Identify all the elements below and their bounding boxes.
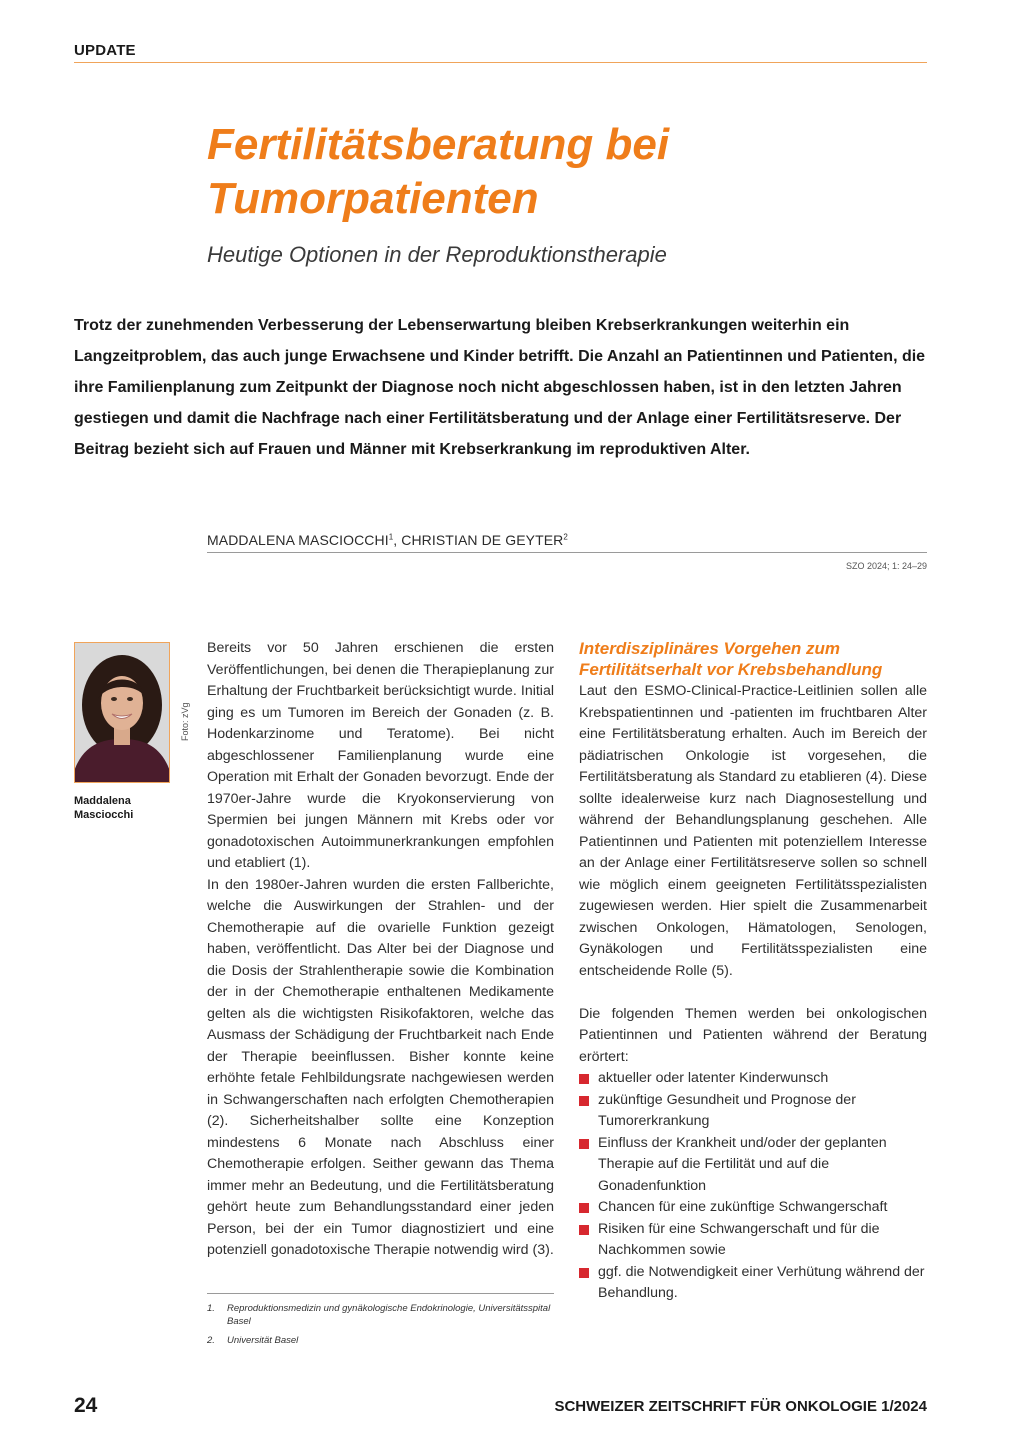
footnote-text: Reproduktionsmedizin und gynäkologische Endokrinologie, Universitätsspital Basel <box>227 1303 551 1327</box>
author-separator: , <box>393 532 402 548</box>
footnote-number: 1. <box>207 1303 215 1314</box>
lead-paragraph: Trotz der zunehmenden Verbesserung der Lebenserwartung bleiben Krebserkrankungen weiterhin ein Langzeitproblem, das auch junge Erwachsene und Kinder betrifft. Die Anzahl an Patientinnen und Patienten, die ihre Familienplanung zum Zeitpunkt der Diagnose noch nicht abgeschlossen haben, ist in den letzten Jahren gestiegen und damit die Nachfrage nach einer Fertilitätsberatung und der Anlage einer Fertilitätsreserve. Der Beitrag bezieht sich auf Frauen und Männer mit Krebserkrankung im reproduktiven Alter. <box>74 317 926 458</box>
footnote-text: Universität Basel <box>227 1335 299 1346</box>
footnote <box>207 1334 554 1347</box>
footnote <box>207 1302 554 1328</box>
author-name: CHRISTIAN DE GEYTER <box>401 532 564 548</box>
list-item: aktueller oder latenter Kinderwunsch <box>579 1068 927 1090</box>
author-name: MADDALENA MASCIOCCHI <box>207 532 389 548</box>
body-paragraph: Bereits vor 50 Jahren erschienen die ersten Veröffentlichungen, bei denen die Therapieplanung zur Erhaltung der Fruchtbarkeit berücksichtigt wurde. Initial ging es um Tumoren im Bereich der Gonaden (z. B. Hodenkarzinome und Teratome). Bei nicht abgeschlossener Familienplanung wurde eine Operation mit Erhalt der Gonaden bevorzugt. Ende der 1970er-Jahre wurde die Kryokonservierung von Spermien bei jungen Männern mit Krebs oder vor gonadotoxischen Autoimmunerkrankungen empfohlen und etabliert (1). <box>207 640 554 871</box>
middle-column <box>207 638 554 1262</box>
portrait-photo-icon <box>75 643 169 782</box>
page-number: 24 <box>74 1394 98 1417</box>
article-title: Fertilitätsberatung bei Tumorpatienten <box>207 120 670 223</box>
photo-credit: Foto: zVg <box>180 702 190 741</box>
body-paragraph: In den 1980er-Jahren wurden die ersten Fallberichte, welche die Auswirkungen der Strahlen- und der Chemotherapie auf die ovarielle Funktion gezeigt haben, veröffentlicht. Das Alter bei der Diagnose und die Dosis der Strahlentherapie sowie die Kombination der in der Chemotherapie enthaltenen Medikamente gelten als die wichtigsten Risikofaktoren, welche das Ausmass der Schädigung der Fruchtbarkeit nach Ende der Therapie beeinflussen. Bisher konnte keine erhöhte fetale Fehlbildungsrate nachgewiesen werden in Schwangerschaften nach erfolgten Chemotherapien (2). Sicherheitshalber sollte eine Konzeption mindestens 6 Monate nach Abschluss einer Chemotherapie erfolgen. Seither gewann das Thema immer mehr an Bedeutung, und die Fertilitätsberatung gehört heute zum Behandlungsstandard einer jeden Person, bei der ein Tumor diagnostiziert und eine potenziell gonadotoxische Therapie notwendig wird (3). <box>207 876 554 1258</box>
portrait-caption <box>74 794 133 822</box>
citation: SZO 2024; 1: 24–29 <box>845 561 927 571</box>
body-paragraph: Laut den ESMO-Clinical-Practice-Leitlinien sollen alle Krebspatientinnen und -patienten im fruchtbaren Alter eine Fertilitätsberatung erhalten. Auch im Bereich der pädiatrischen Onkologie ist vorgesehen, die Fertilitätsberatung als Standard zu etablieren (4). Diese sollte idealerweise kurz nach Diagnosestellung und während der Behandlungsplanung geschehen. Alle Patientinnen und Patienten mit potenziellem Interesse an der Anlage einer Fertilitätsreserve sollen so schnell wie möglich einem geeigneten Fertilitätsspezialisten zugewiesen werden. Hier spielt die Zusammenarbeit zwischen Onkologen, Hämatologen, Senologen, Gynäkologen und Fertilitätsspezialisten eine entscheidende Rolle (5). <box>579 683 927 979</box>
list-item: Risiken für eine Schwangerschaft und für die Nachkommen sowie <box>579 1219 927 1262</box>
footnotes <box>207 1302 554 1353</box>
list-item: Chancen für eine zukünftige Schwangerschaft <box>579 1197 927 1219</box>
section-heading: Interdisziplinäres Vorgehen zum Fertilitätserhalt vor Krebsbehandlung <box>579 639 883 679</box>
caption-first-name: Maddalena <box>74 795 131 807</box>
author-affiliation-mark: 1 <box>388 532 394 542</box>
list-item: ggf. die Notwendigkeit einer Verhütung während der Behandlung. <box>579 1262 927 1305</box>
list-item: Einfluss der Krankheit und/oder der geplanten Therapie auf die Fertilität und auf die Gonadenfunktion <box>579 1133 927 1198</box>
body-paragraph: Die folgenden Themen werden bei onkologischen Patientinnen und Patienten während der Beratung erörtert: <box>579 1005 927 1065</box>
journal-name: SCHWEIZER ZEITSCHRIFT FÜR ONKOLOGIE 1/2024 <box>554 1398 927 1415</box>
header-rule <box>74 62 927 63</box>
topics-list <box>579 1068 927 1305</box>
list-item: zukünftige Gesundheit und Prognose der Tumorerkrankung <box>579 1090 927 1133</box>
footnote-rule <box>207 1293 554 1294</box>
author-rule <box>207 552 927 553</box>
right-column <box>579 638 927 1305</box>
author-portrait <box>74 642 170 783</box>
author-affiliation-mark: 2 <box>563 532 568 542</box>
caption-last-name: Masciocchi <box>74 809 134 821</box>
article-subtitle: Heutige Optionen in der Reproduktionstherapie <box>207 242 667 267</box>
footnote-number: 2. <box>207 1335 215 1346</box>
author-line <box>207 532 568 548</box>
section-label: UPDATE <box>74 42 136 59</box>
